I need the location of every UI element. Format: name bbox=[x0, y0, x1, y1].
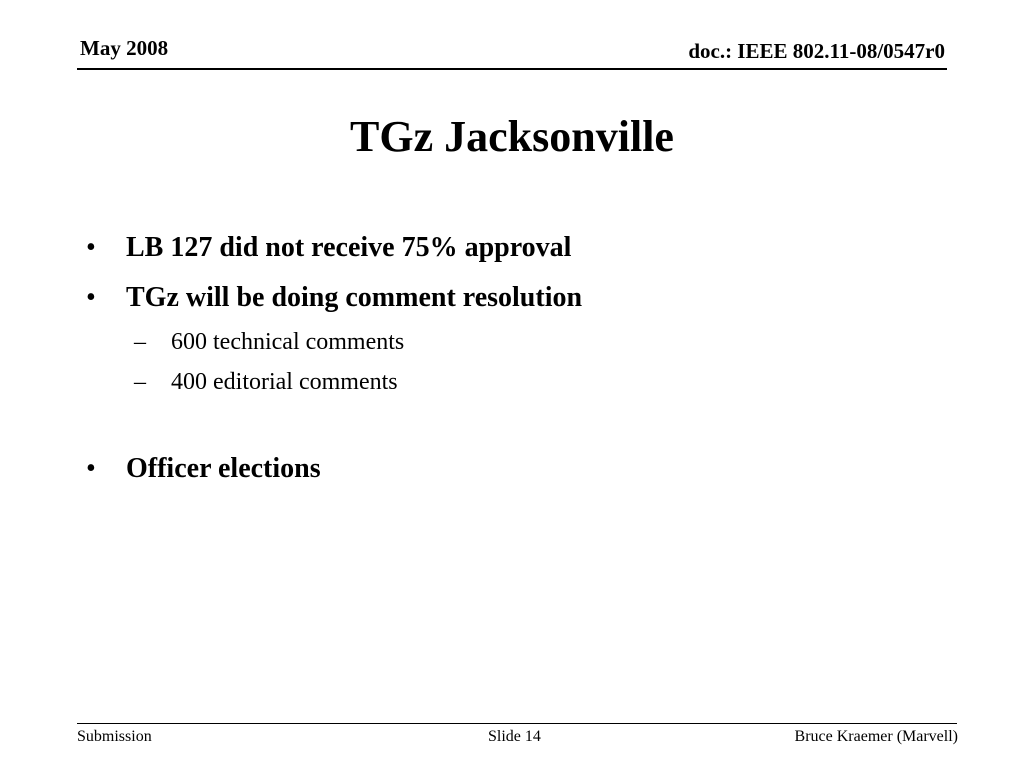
slide-header-doc-id: doc.: IEEE 802.11-08/0547r0 bbox=[688, 39, 945, 63]
footer-slide-number: Slide 14 bbox=[488, 728, 541, 745]
sub-bullet-marker: – bbox=[134, 369, 146, 395]
footer-divider bbox=[77, 723, 957, 724]
bullet-item-1: LB 127 did not receive 75% approval bbox=[126, 232, 572, 263]
bullet-marker: • bbox=[86, 232, 96, 263]
bullet-item-3: Officer elections bbox=[126, 453, 321, 484]
footer-author: Bruce Kraemer (Marvell) bbox=[794, 728, 958, 745]
sub-bullet-marker: – bbox=[134, 329, 146, 355]
bullet-marker: • bbox=[86, 282, 96, 313]
bullet-marker: • bbox=[86, 453, 96, 484]
bullet-item-2: TGz will be doing comment resolution bbox=[126, 282, 583, 313]
slide-header-date: May 2008 bbox=[80, 36, 169, 60]
sub-bullet-item-1: 600 technical comments bbox=[171, 329, 405, 355]
sub-bullet-item-2: 400 editorial comments bbox=[171, 369, 398, 395]
footer-submission: Submission bbox=[77, 728, 152, 745]
slide-title: TGz Jacksonville bbox=[350, 112, 674, 161]
